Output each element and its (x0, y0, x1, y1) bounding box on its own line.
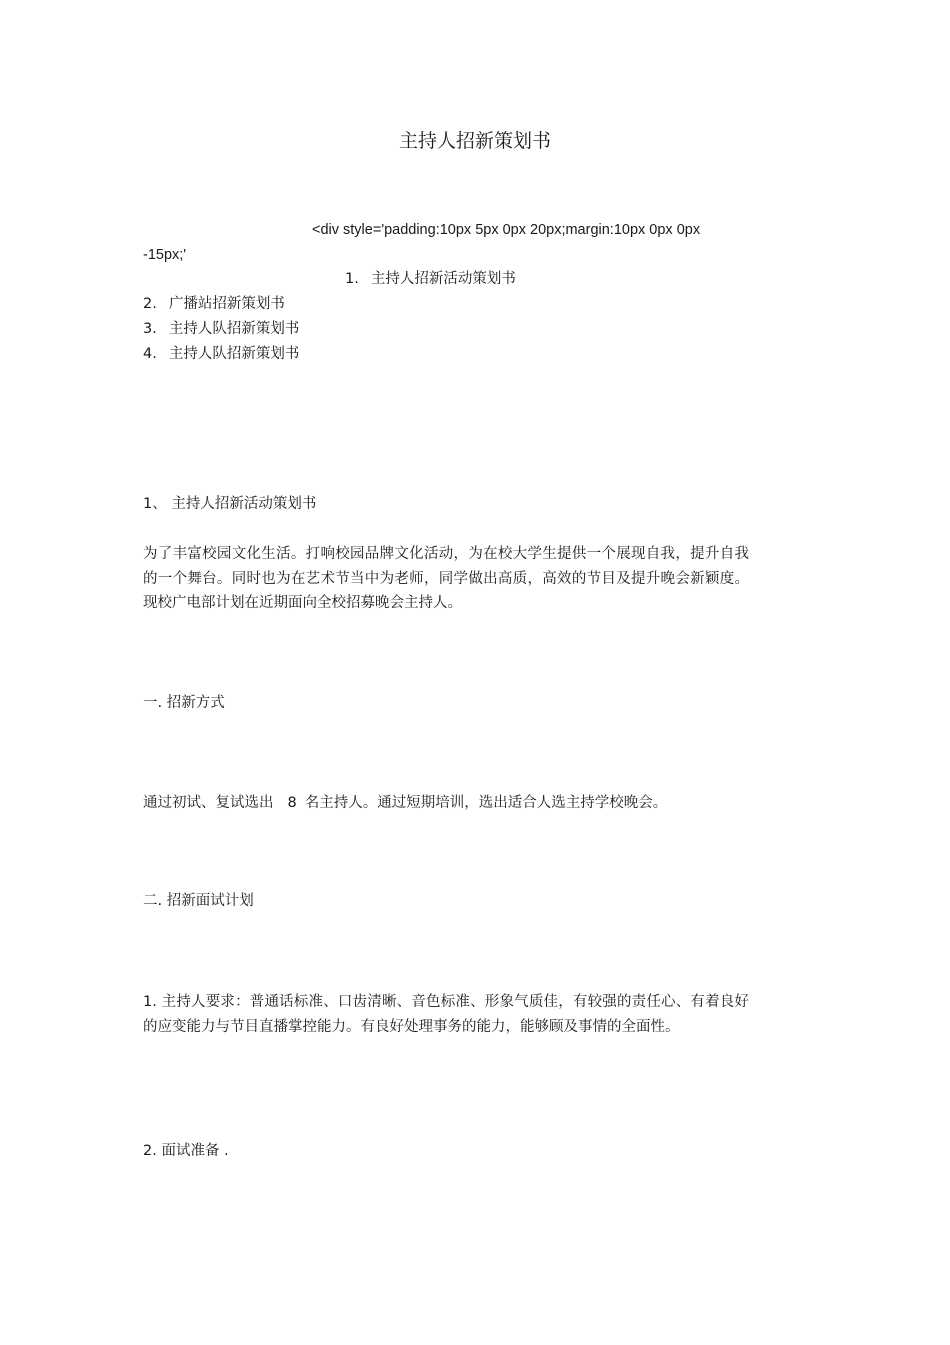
document-title: 主持人招新策划书 (398, 130, 551, 152)
requirement-paragraph: 1. 主持人要求：普通话标准、口齿清晰、音色标准、形象气质佳，有较强的责任心、有着良好的应变能力与节目直播掌控能力。有良好处理事务的能力，能够顾及事情的全面性。 (143, 994, 749, 1035)
method-text-1: 通过初试、复试选出 (143, 795, 274, 811)
interview-prep-heading: 2. 面试准备 . (143, 1143, 229, 1159)
toc-item-3[interactable] (143, 317, 299, 341)
method-text-2: 名主持人。通过短期培训，选出适合人选主持学校晚会。 (304, 795, 668, 811)
toc-item-number: 1. (345, 271, 359, 287)
intro-paragraph: 为了丰富校园文化生活。打响校园品牌文化活动，为在校大学生提供一个展现自我，提升自我的一个舞台。同时也为在艺术节当中为老师，同学做出高质，高效的节目及提升晚会新颖度。现校广电部计划在近期面向全校招募晚会主持人。 (143, 546, 749, 611)
toc-item-label: 主持人队招新策划书 (168, 321, 300, 337)
toc-item-label: 广播站招新策划书 (168, 296, 285, 312)
toc-item-number: 3. (143, 321, 157, 337)
toc-item-number: 4. (143, 346, 157, 362)
toc-item-label: 主持人队招新策划书 (168, 346, 300, 362)
method-paragraph (143, 791, 667, 815)
heading-method: 一. 招新方式 (143, 695, 225, 711)
method-count: 8 (287, 795, 297, 811)
section-heading-1: 1、 主持人招新活动策划书 (143, 496, 317, 512)
toc-item-4[interactable] (143, 342, 299, 366)
toc-item-1[interactable] (345, 267, 516, 291)
code-line-1: <div style='padding:10px 5px 0px 20px;margin:10px 0px 0px (312, 222, 701, 238)
toc-item-2[interactable] (143, 292, 285, 316)
heading-interview-plan: 二. 招新面试计划 (143, 893, 254, 909)
toc-item-number: 2. (143, 296, 157, 312)
code-line-2: -15px;' (143, 247, 187, 263)
toc-item-label: 主持人招新活动策划书 (370, 271, 516, 287)
